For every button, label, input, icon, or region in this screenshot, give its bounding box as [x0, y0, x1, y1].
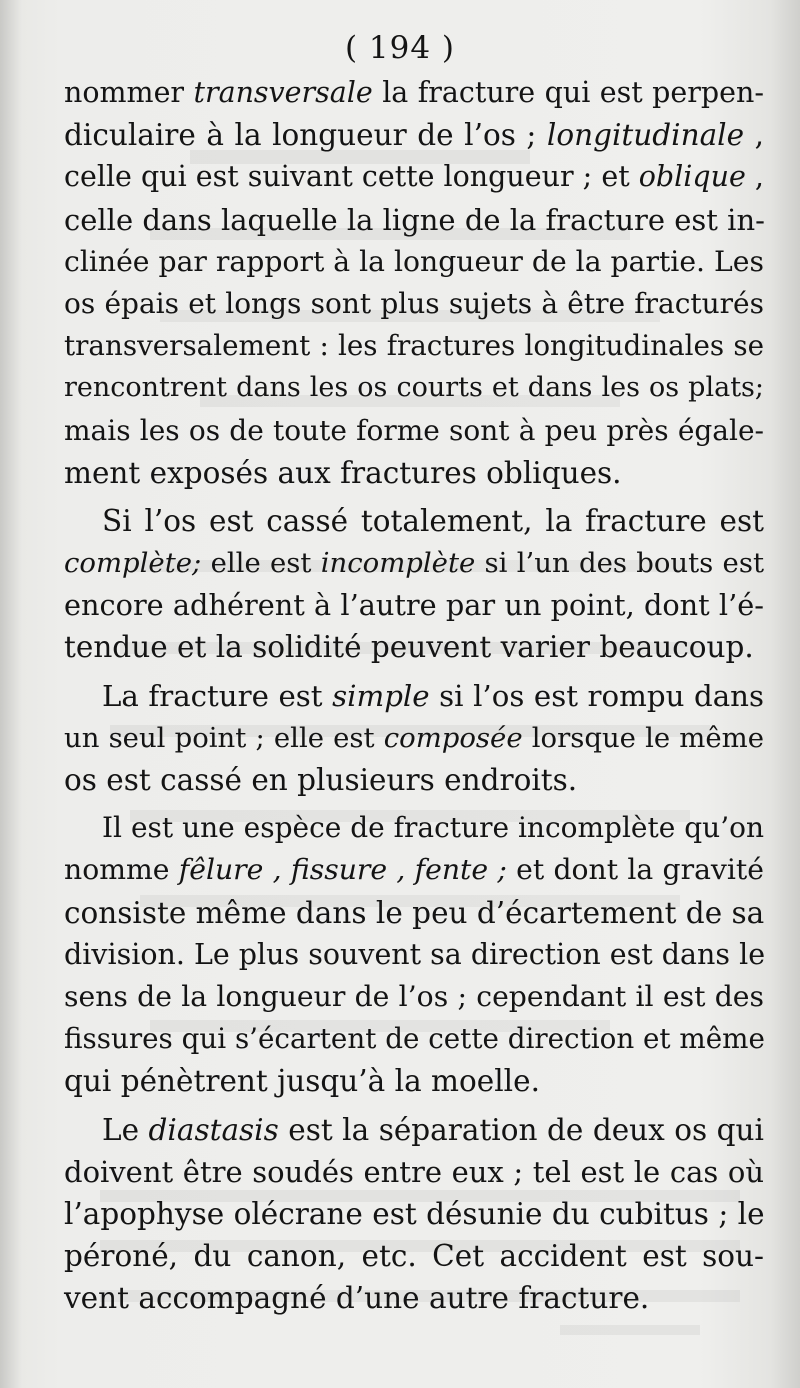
- text-run: fissures qui s’écartent de cette direction et même: [64, 1022, 765, 1056]
- italic-term: fêlure , fissure , fente ;: [178, 853, 507, 887]
- text-run: clinée par rapport à la longueur de la partie. Les: [64, 244, 764, 278]
- body-text: [64, 72, 764, 1319]
- italic-term: longitudinale: [546, 118, 745, 153]
- text-line: [64, 199, 764, 241]
- text-run: celle qui est suivant cette longueur ; et: [64, 160, 639, 194]
- text-run: péroné, du canon, etc. Cet accident est sou-: [64, 1239, 764, 1274]
- text-line: [64, 849, 764, 891]
- text-line: [64, 892, 764, 934]
- italic-term: incomplète: [320, 547, 476, 580]
- text-line: [64, 675, 764, 717]
- text-run: os est cassé en plusieurs endroits.: [64, 763, 578, 797]
- text-line: [64, 325, 764, 367]
- text-run: division. Le plus souvent sa direction est dans le: [64, 937, 766, 971]
- text-line: [64, 807, 764, 849]
- text-run: ment exposés aux fractures obliques.: [64, 455, 622, 490]
- text-run: sens de la longueur de l’os ; cependant il est des: [64, 979, 764, 1013]
- text-run: elle est: [201, 547, 321, 580]
- text-run: diculaire à la longueur de l’os ;: [64, 118, 547, 153]
- text-run: la fracture qui est perpen-: [372, 76, 764, 109]
- text-line: [64, 241, 764, 283]
- italic-term: diastasis: [148, 1112, 279, 1147]
- text-run: qui pénètrent jusqu’à la moelle.: [64, 1064, 540, 1099]
- italic-term: complète;: [64, 547, 202, 580]
- text-line: [64, 934, 764, 976]
- text-run: ,: [744, 118, 764, 153]
- text-line: [64, 156, 764, 198]
- text-run: encore adhérent à l’autre par un point, dont l’é-: [64, 588, 764, 623]
- paragraph: [64, 675, 764, 802]
- italic-term: composée: [383, 721, 523, 754]
- text-run: rencontrent dans les os courts et dans les os plats;: [64, 372, 764, 404]
- text-run: ,: [745, 160, 764, 194]
- text-run: vent accompagné d’une autre fracture.: [64, 1281, 650, 1316]
- text-line: [64, 1193, 764, 1235]
- text-line: [64, 114, 764, 156]
- text-line: [64, 626, 764, 668]
- text-line: [64, 367, 764, 409]
- text-run: consiste même dans le peu d’écartement de sa: [64, 895, 765, 930]
- text-line: [64, 584, 764, 626]
- paragraph: [64, 807, 764, 1102]
- text-line: [64, 452, 764, 494]
- text-line: [64, 1060, 764, 1102]
- paragraph: [64, 72, 764, 494]
- italic-term: simple: [332, 678, 430, 713]
- text-run: Il est une espèce de fracture incomplète qu’on: [102, 811, 764, 845]
- paragraph: [64, 1109, 764, 1320]
- text-line: [64, 1277, 764, 1319]
- text-line: [64, 1109, 764, 1151]
- text-line: [64, 283, 764, 325]
- text-run: un seul point ; elle est: [64, 721, 384, 754]
- text-run: si l’os est rompu dans: [429, 678, 764, 713]
- text-run: transversalement : les fractures longitudinales se: [64, 329, 764, 363]
- text-line: [64, 1235, 764, 1277]
- text-line: [64, 542, 764, 584]
- text-line: [64, 410, 764, 452]
- text-run: La fracture est: [102, 678, 333, 713]
- text-run: si l’un des bouts est: [475, 547, 764, 580]
- italic-term: transversale: [193, 76, 373, 109]
- text-line: [64, 72, 764, 114]
- text-run: nomme: [64, 853, 179, 887]
- text-line: [64, 976, 764, 1018]
- text-line: [64, 500, 764, 542]
- text-run: os épais et longs sont plus sujets à être fracturés: [64, 286, 764, 320]
- text-run: celle dans laquelle la ligne de la fracture est in-: [64, 202, 765, 237]
- text-line: [64, 759, 764, 801]
- text-run: et dont la gravité: [506, 853, 764, 887]
- text-run: lorsque le même: [522, 721, 764, 754]
- text-run: mais les os de toute forme sont à peu près égale-: [64, 413, 764, 447]
- text-run: doivent être soudés entre eux ; tel est le cas où: [64, 1154, 764, 1189]
- text-run: tendue et la solidité peuvent varier beaucoup.: [64, 630, 754, 665]
- text-run: l’apophyse olécrane est désunie du cubitus ; le: [64, 1196, 765, 1231]
- paragraph: [64, 500, 764, 669]
- text-line: [64, 1151, 764, 1193]
- text-run: est la séparation de deux os qui: [278, 1112, 764, 1147]
- text-run: nommer: [64, 76, 194, 109]
- italic-term: oblique: [638, 160, 746, 194]
- text-run: Le: [102, 1112, 149, 1147]
- text-line: [64, 717, 764, 759]
- text-line: [64, 1018, 764, 1060]
- page-number: ( 194 ): [344, 30, 456, 66]
- text-run: Si l’os est cassé totalement, la fracture est: [102, 503, 764, 538]
